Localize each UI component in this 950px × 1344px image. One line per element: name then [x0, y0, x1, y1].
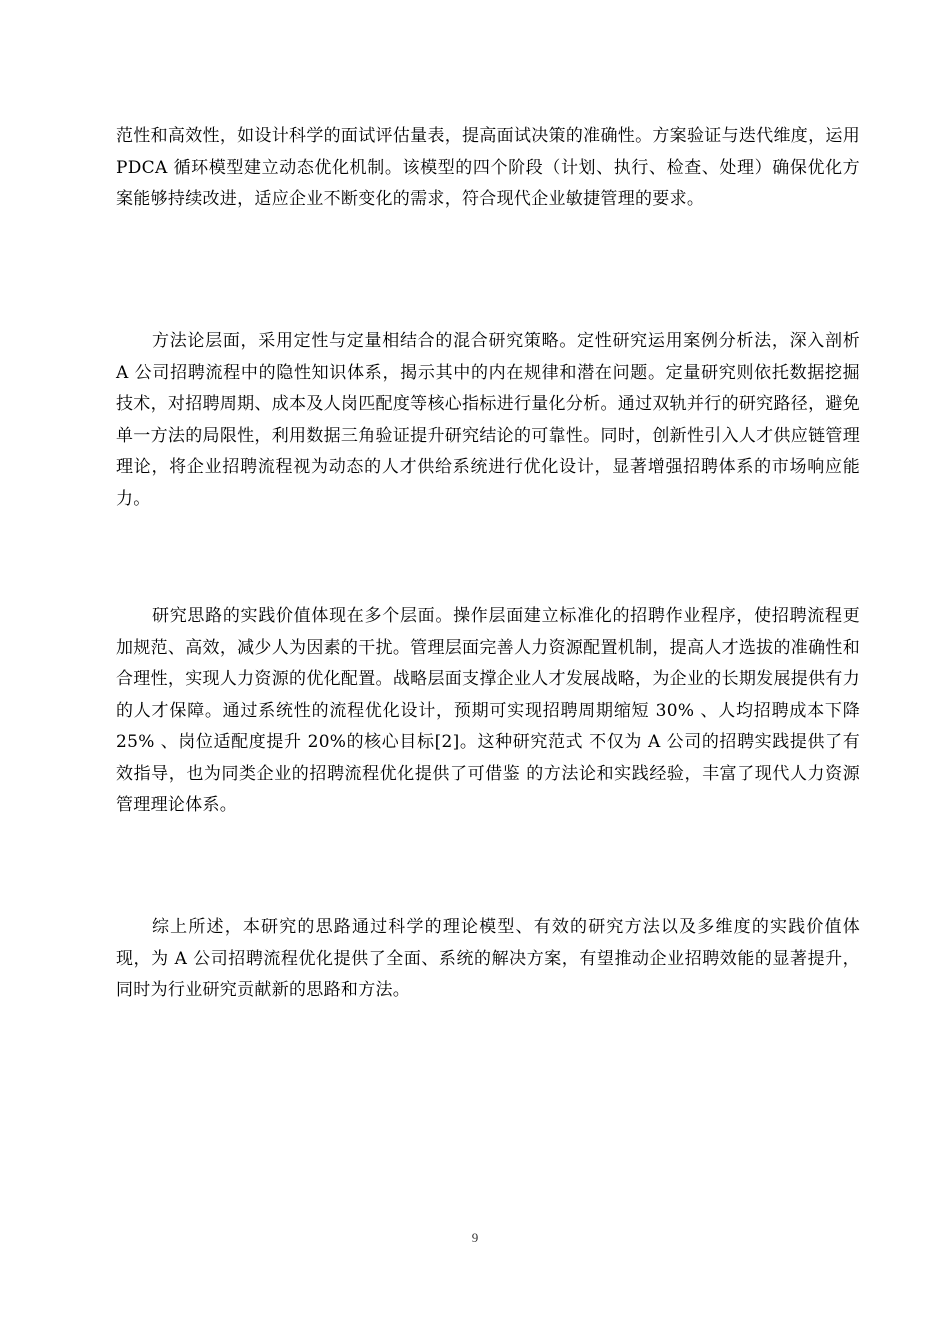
paragraph-practical-value: 研究思路的实践价值体现在多个层面。操作层面建立标准化的招聘作业程序，使招聘流程更加规范、高效，减少人为因素的干扰。管理层面完善人力资源配置机制，提高人才选拔的准确性和合理性，实现人力资源的优化配置。战略层面支撑企业人才发展战略，为企业的长期发展提供有力的人才保障。通过系统性的流程优化设计，预期可实现招聘周期缩短 30% 、人均招聘成本下降 25% 、岗位适配度提升 20%的核心目标[2]。这种研究范式 不仅为 A 公司的招聘实践提供了有效指导，也为同类企业的招聘流程优化提供了可借鉴 的方法论和实践经验，丰富了现代人力资源管理理论体系。 [116, 606, 860, 815]
page-number: 9 [471, 1230, 479, 1245]
paragraph-methodology: 方法论层面，采用定性与定量相结合的混合研究策略。定性研究运用案例分析法，深入剖析 A 公司招聘流程中的隐性知识体系，揭示其中的内在规律和潜在问题。定量研究则依托数据挖掘技术，对招聘周期、成本及人岗匹配度等核心指标进行量化分析。通过双轨并行的研究路径，避免单一方法的局限性，利用数据三角验证提升研究结论的可靠性。同时，创新性引入人才供应链管理理论，将企业招聘流程视为动态的人才供给系统进行优化设计，显著增强招聘体系的市场响应能力。 [116, 331, 860, 509]
paragraph-summary: 综上所述，本研究的思路通过科学的理论模型、有效的研究方法以及多维度的实践价值体现，为 A 公司招聘流程优化提供了全面、系统的解决方案，有望推动企业招聘效能的显著提升，同时为行业研究贡献新的思路和方法。 [116, 917, 860, 1000]
paragraph-continuation: 范性和高效性，如设计科学的面试评估量表，提高面试决策的准确性。方案验证与迭代维度，运用 PDCA 循环模型建立动态优化机制。该模型的四个阶段（计划、执行、检查、处理）确保优化方案能够持续改进，适应企业不断变化的需求，符合现代企业敏捷管理的要求。 [116, 126, 860, 209]
